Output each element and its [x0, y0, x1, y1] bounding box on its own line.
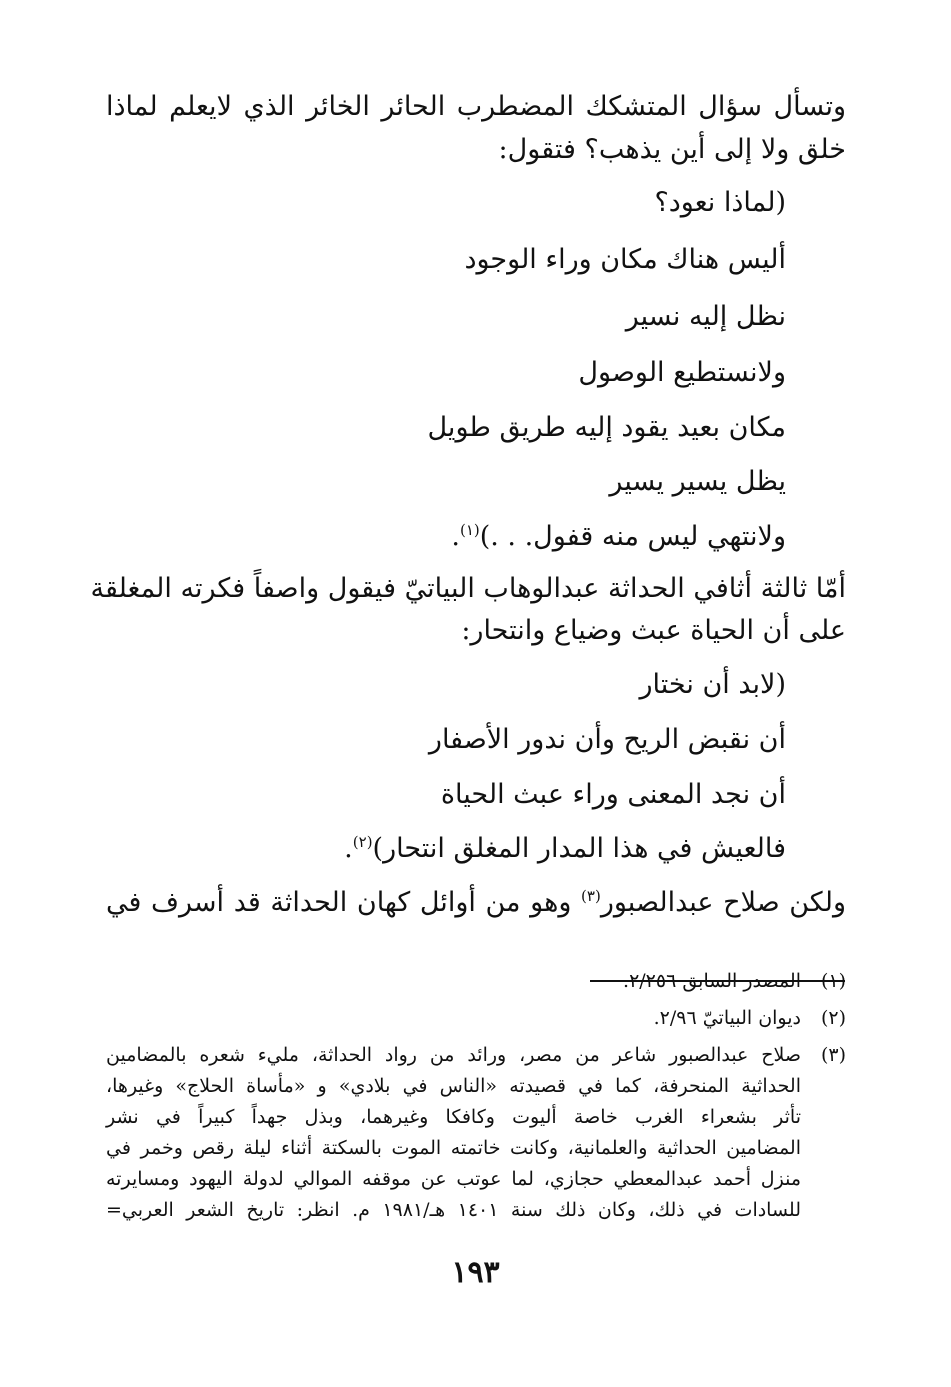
paragraph-1-line-1: وتسأل سؤال المتشكك المضطرب الحائر الخائر الذي لايعلم لماذا [106, 91, 846, 122]
paragraph-1-line-2: خلق ولا إلى أين يذهب؟ فتقول: [498, 134, 846, 165]
footnote-3-line-2: الحداثية المنحرفة، كما في قصيدته «الناس في بلادي» و «مأساة الحلاج» وغيرها، [106, 1075, 801, 1097]
page-number: ١٩٣ [451, 1255, 500, 1290]
footnote-3-line-1: صلاح عبدالصبور شاعر من مصر، ورائد من رواد الحداثة، مليء شعره بالمضامين [106, 1044, 801, 1066]
verse-2-line-2: أن نقبض الريح وأن ندور الأصفار [428, 724, 786, 755]
verse-2-line-4 [344, 829, 786, 869]
footnote-3-number: (٣) [820, 1044, 846, 1066]
footnote-ref-3[interactable]: (٣) [581, 887, 601, 905]
verse-1-line-5: مكان بعيد يقود إليه طريق طويل [427, 412, 786, 443]
verse-1-line-2: أليس هناك مكان وراء الوجود [464, 244, 786, 275]
paragraph-2-line-2: على أن الحياة عبث وضياع وانتحار: [461, 615, 846, 646]
verse-1-line-3: نظل إليه نسير [625, 301, 786, 332]
paragraph-3-line-1 [106, 883, 846, 923]
footnote-3-line-4: المضامين الحداثية والعلمانية، وكانت خاتمته الموت بالسكتة أثناء ليلة رقص وخمر في [106, 1137, 801, 1159]
footnote-1-number: (١) [820, 970, 846, 992]
verse-1-line-6: يظل يسير يسير [609, 466, 786, 497]
footnote-ref-2[interactable]: (٢) [352, 833, 373, 851]
verse-1-line-4: ولانستطيع الوصول [578, 357, 786, 388]
footnote-3-line-6: للسادات في ذلك، وكان ذلك سنة ١٤٠١ هـ/١٩٨١ م. انظر: تاريخ الشعر العربي= [106, 1199, 801, 1221]
verse-1-line-7 [451, 517, 786, 557]
footnote-1-text: المصدر السابق ٢/٢٥٦. [623, 970, 801, 992]
paragraph-3-text-a: ولكن صلاح عبدالصبور [600, 887, 846, 918]
verse-1-line-1: (لماذا نعود؟ [654, 187, 786, 218]
footnote-ref-1[interactable]: (١) [459, 521, 480, 539]
verse-2-line-4-end: . [344, 833, 353, 864]
verse-1-line-7-text: ولانتهي ليس منه قفول. . .) [479, 521, 786, 552]
footnote-2-number: (٢) [820, 1007, 846, 1029]
verse-2-line-3: أن نجد المعنى وراء عبث الحياة [440, 779, 786, 810]
verse-2-line-1: (لابد أن نختار [639, 669, 786, 700]
verse-2-line-4-text: فالعيش في هذا المدار المغلق انتحار) [372, 833, 786, 864]
footnote-3-line-3: تأثر بشعراء الغرب خاصة أليوت وكافكا وغيرهما، وبذل جهداً كبيراً في نشر [106, 1106, 801, 1128]
verse-1-line-7-end: . [451, 521, 460, 552]
footnote-3-line-5: منزل أحمد عبدالمعطي حجازي، لما عوتب عن موقفه الموالي لدولة اليهود ومسايرته [106, 1168, 801, 1190]
paragraph-2-line-1: أمّا ثالثة أثافي الحداثة عبدالوهاب البياتيّ فيقول واصفاً فكرته المغلقة [90, 573, 846, 604]
paragraph-3-text-b: وهو من أوائل كهان الحداثة قد أسرف في [106, 887, 582, 918]
footnote-2-text: ديوان البياتيّ ٢/٩٦. [653, 1007, 801, 1029]
